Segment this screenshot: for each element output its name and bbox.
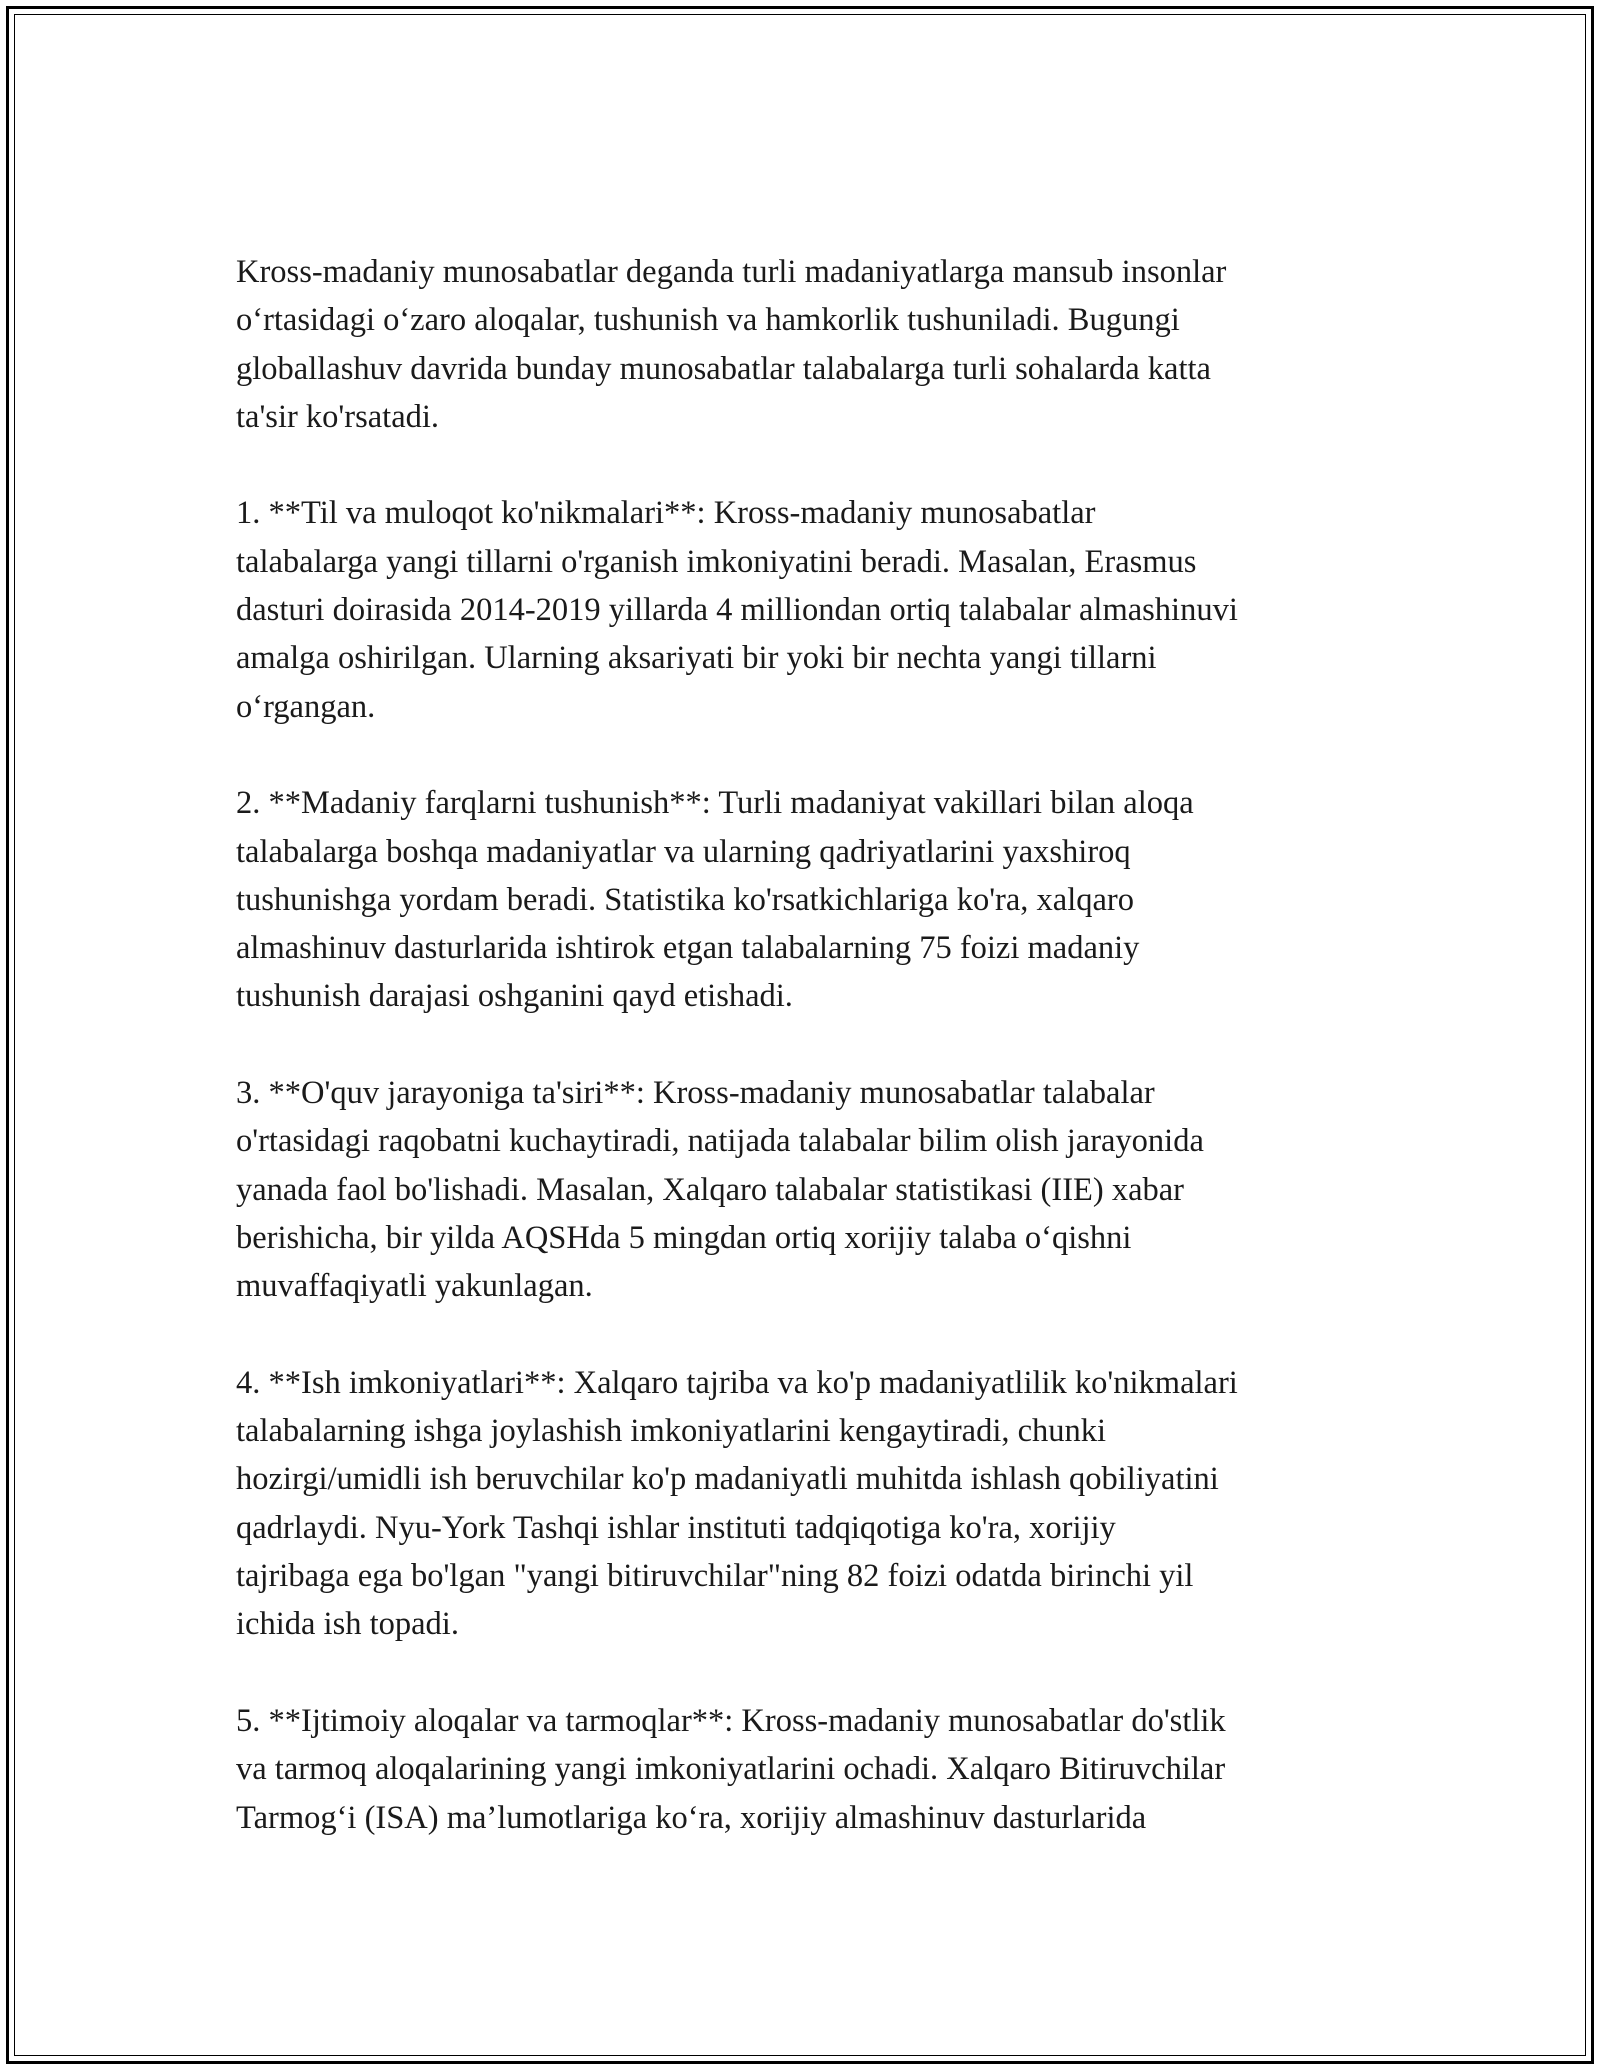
list-item-social-networks: 5. **Ijtimoiy aloqalar va tarmoqlar**: Kross-madaniy munosabatlar do'stlik va tarmoq aloqalarining yangi imkoniyatlarini ochadi. Xalqaro Bitiruvchilar Tarmog‘i (ISA) ma’lumotlariga ko‘ra, xorijiy almashinuv dasturlarida (236, 1702, 1226, 1836)
document-body (236, 248, 1376, 1842)
list-item-learning-process: 3. **O'quv jarayoniga ta'siri**: Kross-madaniy munosabatlar talabalar o'rtasidagi raqobatni kuchaytiradi, natijada talabalar bilim olish jarayonida yanada faol bo'lishadi. Masalan, Xalqaro talabalar statistikasi (IIE) xabar berishicha, bir yilda AQSHda 5 mingdan ortiq xorijiy talaba o‘qishni muvaffaqiyatli yakunlagan. (236, 1075, 1204, 1305)
intro-paragraph: Kross-madaniy munosabatlar deganda turli madaniyatlarga mansub insonlar o‘rtasidagi o‘zaro aloqalar, tushunish va hamkorlik tushuniladi. Bugungi globallashuv davrida bunday munosabatlar talabalarga turli sohalarda katta ta'sir ko'rsatadi. (236, 254, 1227, 435)
list-item-job-opportunities: 4. **Ish imkoniyatlari**: Xalqaro tajriba va ko'p madaniyatlilik ko'nikmalari talabalarning ishga joylashish imkoniyatlarini kengaytiradi, chunki hozirgi/umidli ish beruvchilar ko'p madaniyatli muhitda ishlash qobiliyatini qadrlaydi. Nyu-York Tashqi ishlar instituti tadqiqotiga ko'ra, xorijiy tajribaga ega bo'lgan "yangi bitiruvchilar"ning 82 foizi odatda birinchi yil ichida ish topadi. (236, 1364, 1238, 1643)
list-item-cultural-understanding: 2. **Madaniy farqlarni tushunish**: Turli madaniyat vakillari bilan aloqa talabalarga boshqa madaniyatlar va ularning qadriyatlarini yaxshiroq tushunishga yordam beradi. Statistika ko'rsatkichlariga ko'ra, xalqaro almashinuv dasturlarida ishtirok etgan talabalarning 75 foizi madaniy tushunish darajasi oshganini qayd etishadi. (236, 785, 1194, 1015)
list-item-language-skills: 1. **Til va muloqot ko'nikmalari**: Kross-madaniy munosabatlar talabalarga yangi tillarni o'rganish imkoniyatini beradi. Masalan, Erasmus dasturi doirasida 2014-2019 yillarda 4 milliondan ortiq talabalar almashinuvi amalga oshirilgan. Ularning aksariyati bir yoki bir nechta yangi tillarni o‘rgangan. (236, 495, 1238, 725)
